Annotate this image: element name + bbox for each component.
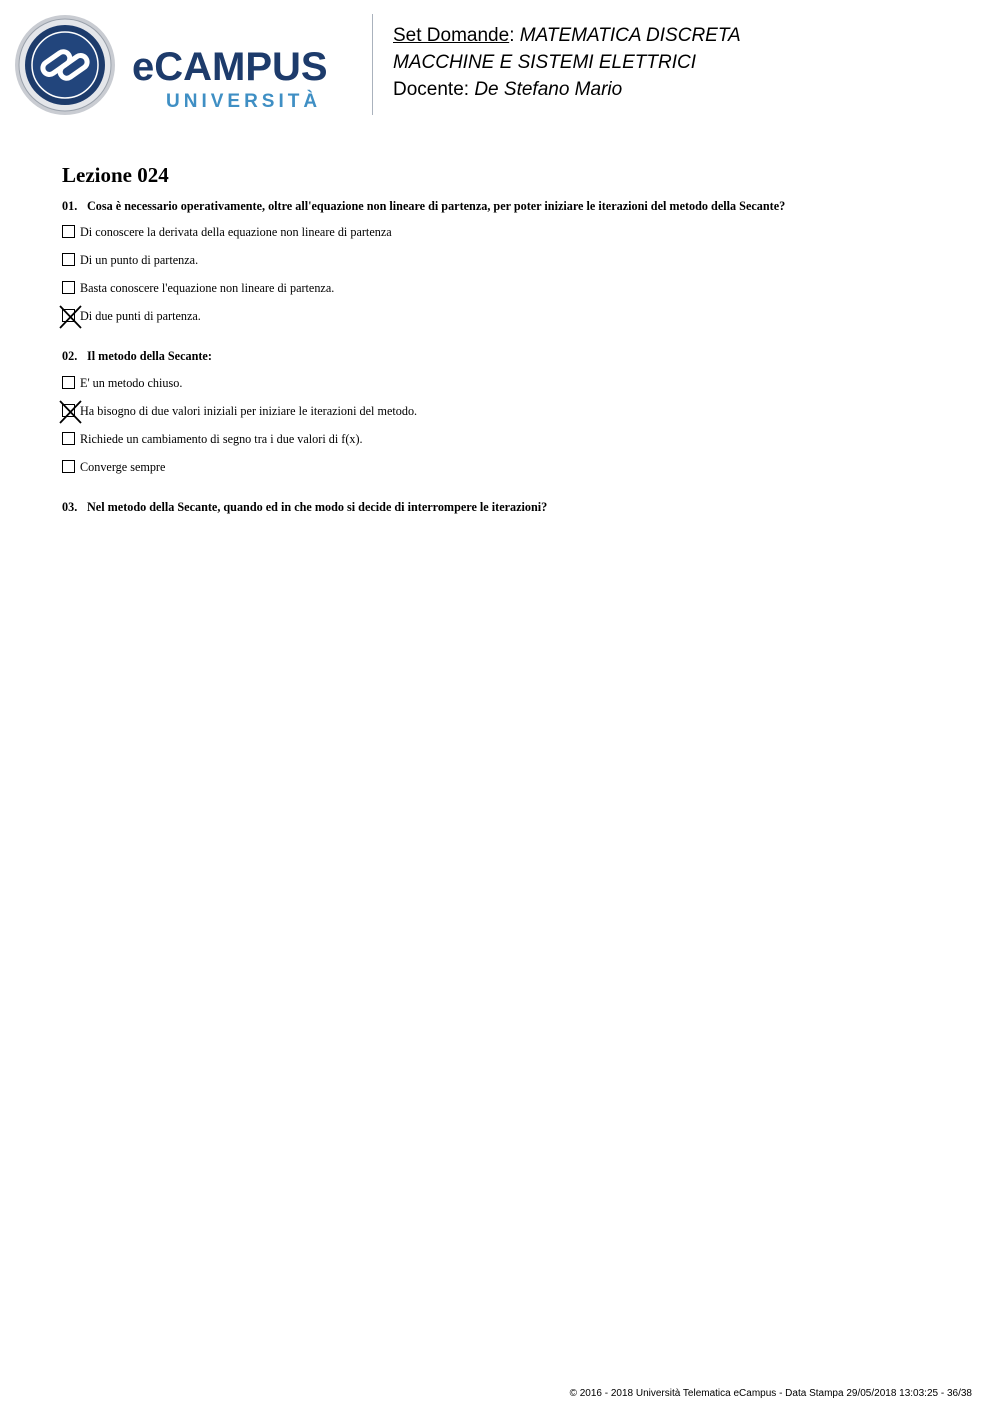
logo-seal-icon — [15, 15, 115, 115]
question-number: 02. — [62, 349, 78, 363]
page-footer: © 2016 - 2018 Università Telematica eCampus - Data Stampa 29/05/2018 13:03:25 - 36/38 — [569, 1388, 972, 1399]
question-text: Cosa è necessario operativamente, oltre all'equazione non lineare di partenza, per poter iniziare le iterazioni del metodo della Secante? — [87, 199, 786, 213]
x-mark-icon — [60, 401, 81, 423]
svg-text:UNIVERSITÀ: UNIVERSITÀ — [166, 91, 322, 112]
set-colon: : — [509, 25, 515, 46]
checkbox-checked[interactable] — [62, 404, 75, 417]
question-01 — [62, 198, 785, 214]
question-number: 01. — [62, 199, 78, 213]
checkbox[interactable] — [62, 225, 75, 238]
option-label: Converge sempre — [80, 460, 166, 474]
course-line1: MATEMATICA DISCRETA — [519, 25, 741, 46]
option-label: E' un metodo chiuso. — [80, 376, 183, 390]
teacher-name: De Stefano Mario — [474, 79, 623, 100]
checkbox[interactable] — [62, 460, 75, 473]
set-label: Set Domande — [393, 25, 510, 46]
lesson-title: Lezione 024 — [62, 163, 169, 187]
x-mark-icon — [60, 306, 81, 328]
header-info — [393, 22, 741, 103]
question-02 — [62, 348, 212, 364]
question-03 — [62, 499, 547, 515]
checkbox-checked[interactable] — [62, 309, 75, 322]
set-line — [393, 22, 741, 49]
course-line2: MACCHINE E SISTEMI ELETTRICI — [393, 52, 696, 73]
header-divider — [372, 14, 373, 115]
option-label: Di un punto di partenza. — [80, 253, 199, 267]
option-label: Ha bisogno di due valori iniziali per iniziare le iterazioni del metodo. — [80, 404, 418, 418]
option-label: Richiede un cambiamento di segno tra i due valori di f(x). — [80, 432, 363, 446]
teacher-label: Docente: — [393, 79, 470, 100]
checkbox[interactable] — [62, 432, 75, 445]
svg-text:eCAMPUS: eCAMPUS — [132, 45, 328, 89]
option-label: Basta conoscere l'equazione non lineare di partenza. — [80, 281, 335, 295]
question-text: Nel metodo della Secante, quando ed in che modo si decide di interrompere le iterazioni? — [87, 500, 548, 514]
checkbox[interactable] — [62, 281, 75, 294]
option-label: Di conoscere la derivata della equazione non lineare di partenza — [80, 225, 392, 239]
option-label: Di due punti di partenza. — [80, 309, 201, 323]
teacher-line — [393, 76, 741, 103]
checkbox[interactable] — [62, 253, 75, 266]
checkbox[interactable] — [62, 376, 75, 389]
question-number: 03. — [62, 500, 78, 514]
question-text: Il metodo della Secante: — [87, 349, 212, 363]
ecampus-logo — [14, 14, 359, 118]
